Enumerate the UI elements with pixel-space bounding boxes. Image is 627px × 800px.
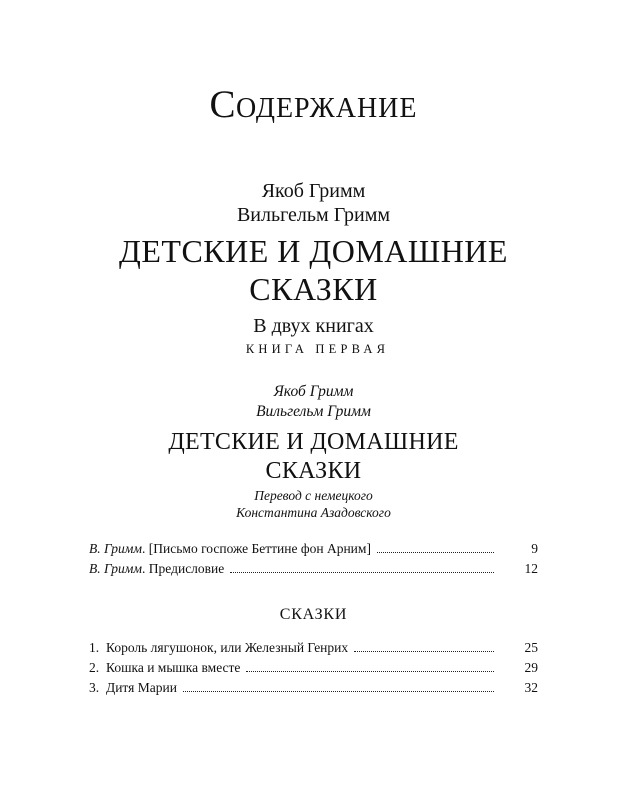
book-subtitle: В двух книгах [253, 315, 374, 337]
inner-author-jacob: Якоб Гримм [273, 383, 354, 400]
book-title-line-2: СКАЗКИ [249, 271, 378, 307]
toc-entry-tale-3[interactable] [89, 678, 538, 698]
toc-entry-left [89, 638, 494, 658]
toc-entry-tale-2[interactable] [89, 658, 538, 678]
toc-entry-text [89, 539, 371, 559]
contents-heading-initial: С [209, 83, 237, 126]
toc-entry-number: 3. [89, 680, 100, 695]
inner-author-wilhelm: Вильгельм Гримм [256, 403, 371, 420]
section-title-tales: СКАЗКИ [279, 606, 348, 623]
toc-entry-left [89, 658, 494, 678]
toc-entry-author: В. Гримм [89, 541, 143, 556]
toc-entry-text [89, 638, 348, 658]
author-wilhelm: Вильгельм Гримм [236, 204, 391, 226]
inner-title [0, 428, 627, 486]
toc-entry-text [89, 658, 240, 678]
toc-entry-number: 1. [89, 640, 100, 655]
toc-entry-title: . [Письмо госпоже Беттине фон Арним] [142, 541, 371, 556]
book-title-line-1: ДЕТСКИЕ И ДОМАШНИЕ [119, 233, 508, 269]
dot-leader [183, 691, 494, 692]
toc-entry-page: 12 [524, 561, 538, 576]
dot-leader [246, 671, 494, 672]
translation-note-line-1: Перевод с немецкого [254, 488, 373, 503]
dot-leader [230, 572, 494, 573]
toc-entry-preface[interactable] [89, 559, 538, 579]
toc-entry-text [89, 678, 177, 698]
toc-entry-letter[interactable] [89, 539, 538, 559]
book-volume-label: КНИГА ПЕРВАЯ [245, 342, 390, 356]
contents-heading-rest: ОДЕРЖАНИЕ [236, 93, 418, 124]
toc-entry-page: 32 [524, 680, 538, 695]
translation-note-line-2: Константина Азадовского [236, 505, 391, 520]
toc-entry-author: В. Гримм [89, 561, 143, 576]
toc-entry-number: 2. [89, 660, 100, 675]
toc-entry-page: 25 [524, 640, 538, 655]
toc-entry-tale-1[interactable] [89, 638, 538, 658]
book-title [0, 232, 627, 308]
toc-entry-text [89, 559, 224, 579]
toc-entry-left [89, 539, 494, 559]
toc-entry-left [89, 559, 494, 579]
dot-leader [354, 651, 494, 652]
toc-entry-page: 9 [531, 541, 538, 556]
contents-heading [0, 82, 627, 132]
author-jacob: Якоб Гримм [261, 180, 366, 202]
toc-entry-title: . Предисловие [142, 561, 225, 576]
toc-entry-page: 29 [524, 660, 538, 675]
inner-title-line-1: ДЕТСКИЕ И ДОМАШНИЕ [168, 429, 459, 455]
inner-title-line-2: СКАЗКИ [265, 458, 362, 484]
toc-entry-title: Кошка и мышка вместе [106, 660, 241, 675]
toc-entry-title: Король лягушонок, или Железный Генрих [106, 640, 349, 655]
toc-entry-left [89, 678, 494, 698]
dot-leader [377, 552, 494, 553]
toc-entry-title: Дитя Марии [106, 680, 177, 695]
